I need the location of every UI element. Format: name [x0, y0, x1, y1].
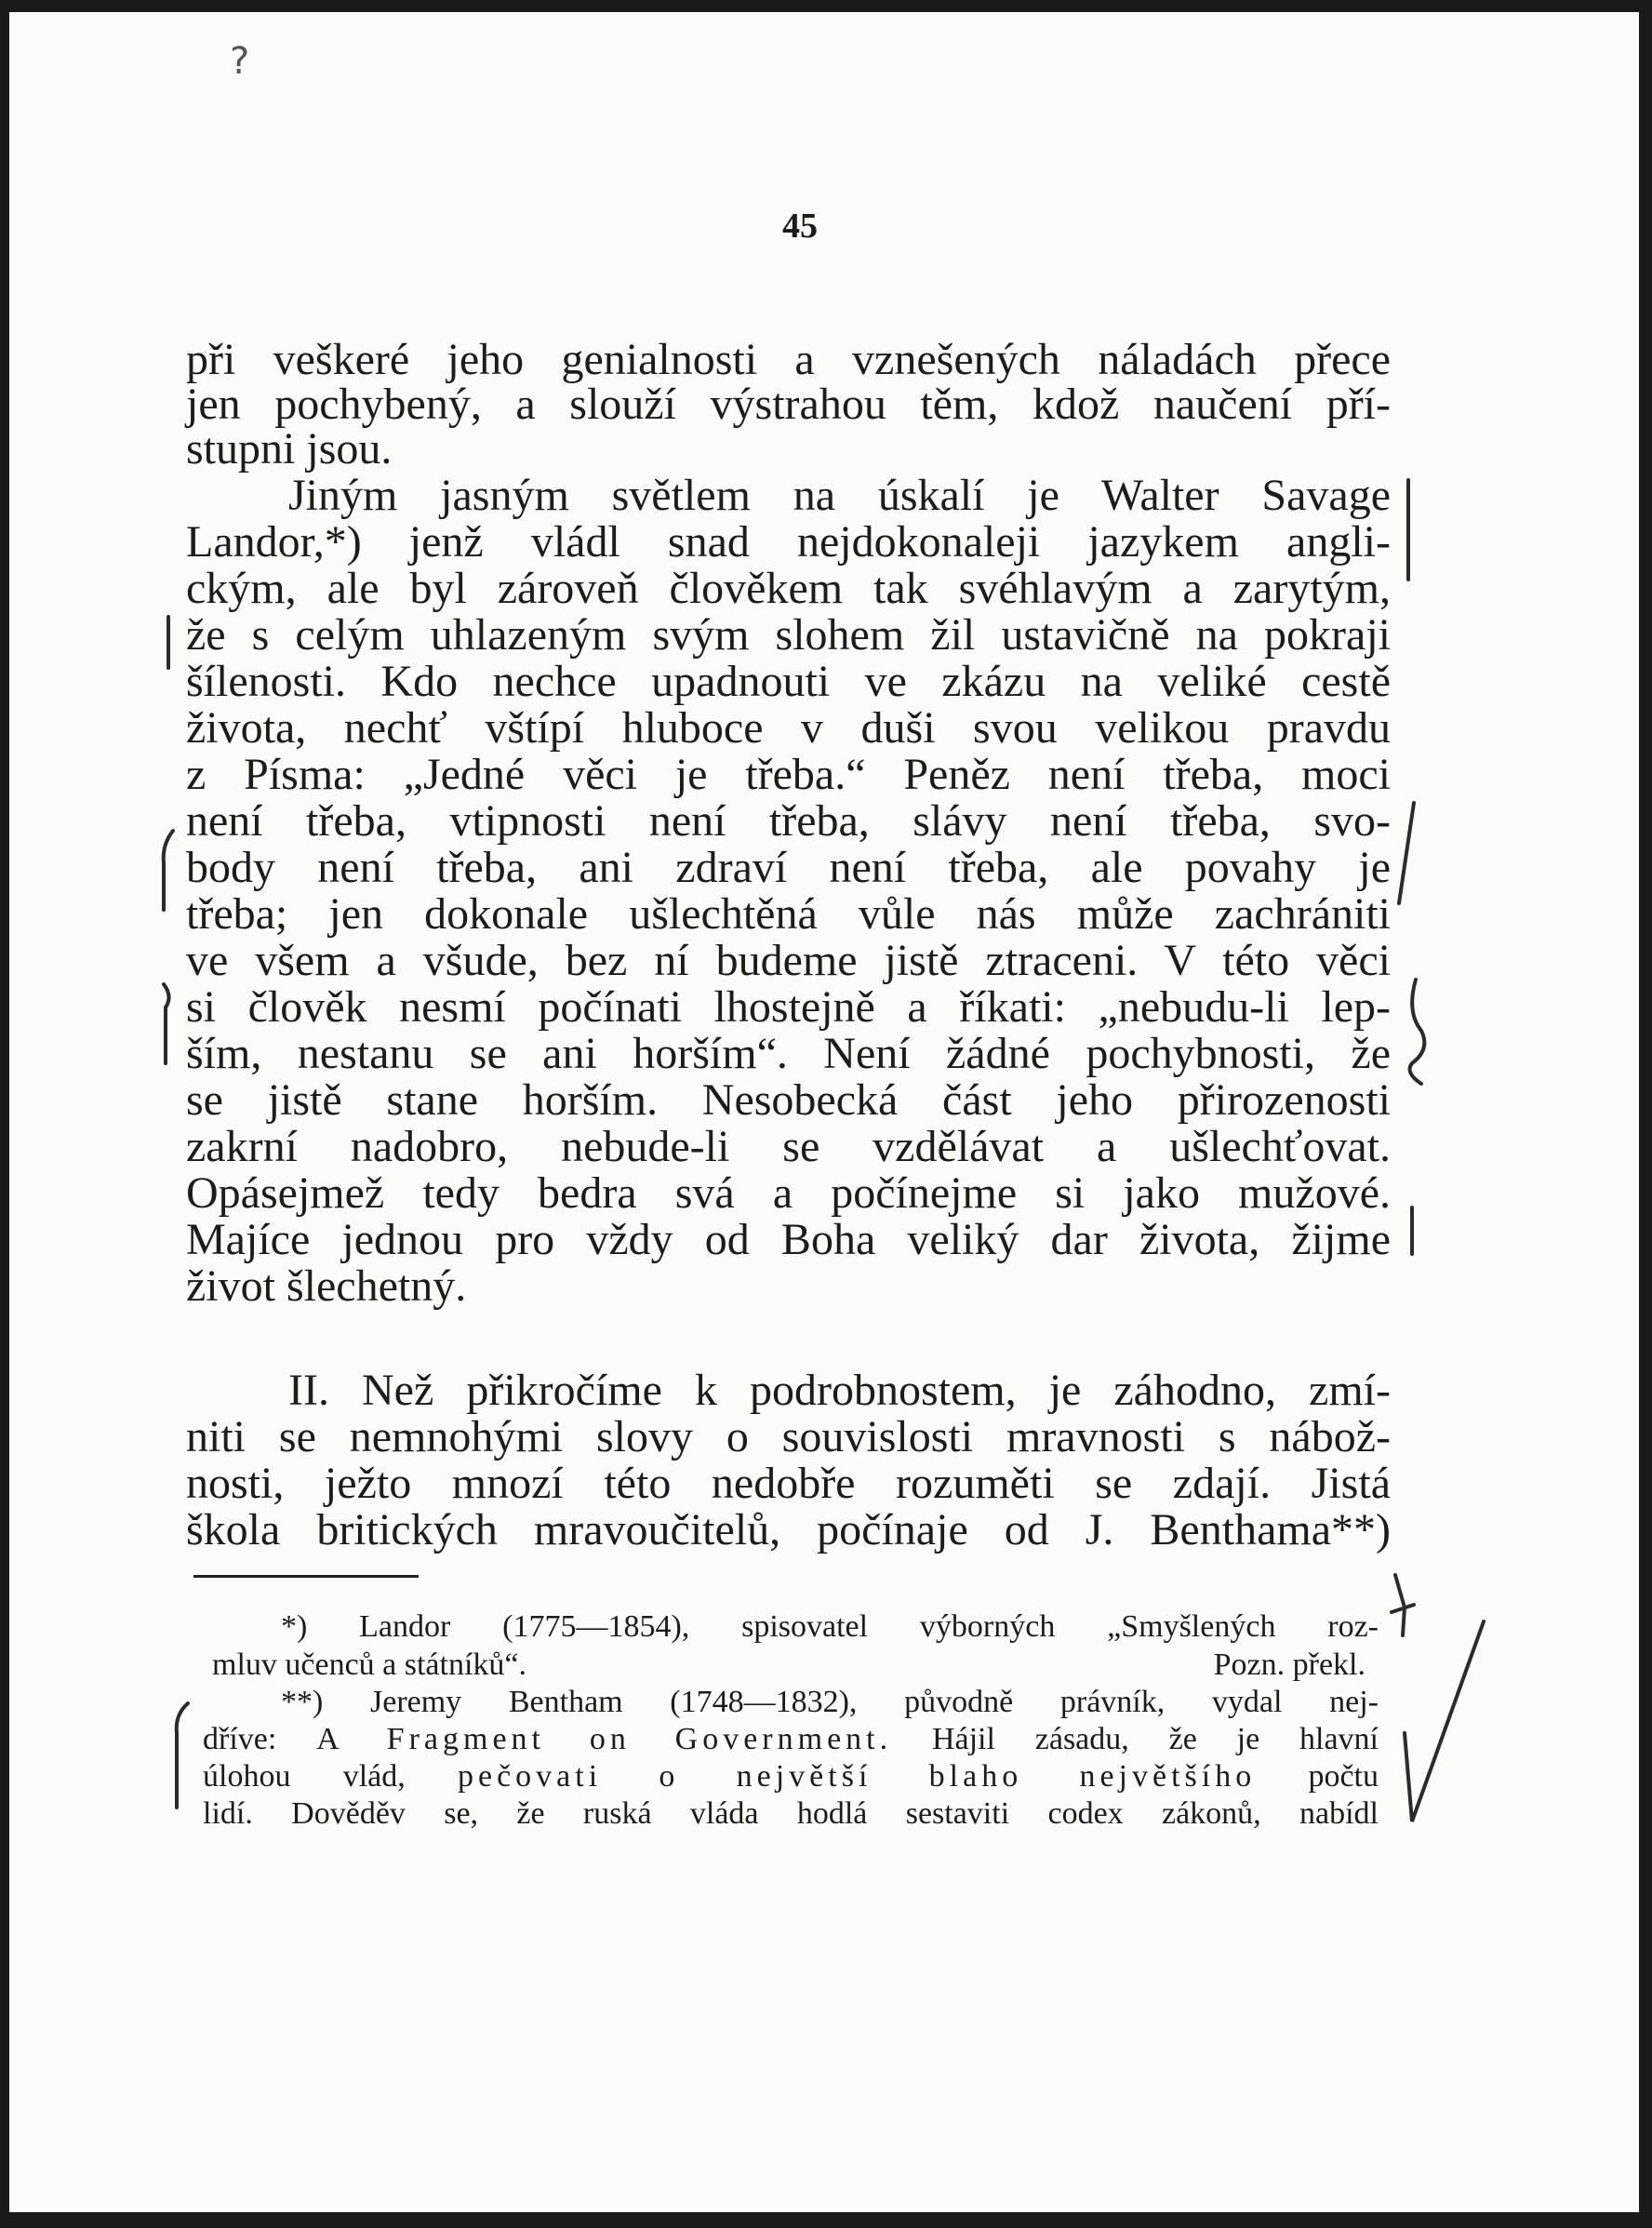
footnote-line	[212, 1648, 1366, 1683]
text-line: života, nechť vštípí hluboce v duši svou velikou pravdu	[186, 703, 1391, 753]
text-line: niti se nemnohými slovy o souvislosti mravnosti s nábož-	[186, 1412, 1391, 1461]
footnote-text: úlohou vlád,	[203, 1759, 458, 1794]
text-line: že s celým uhlazeným svým slohem žil ustavičně na pokraji	[186, 610, 1391, 660]
text-line: stupni jsou.	[186, 424, 393, 474]
footnote-line	[203, 1722, 1379, 1757]
pencil-cross-mark	[1392, 1575, 1414, 1635]
text-line: II. Než přikročíme k podrobnostem, je záhodno, zmí-	[288, 1366, 1391, 1415]
text-line: nosti, ježto mnozí této nedobře rozuměti se zdají. Jistá	[186, 1459, 1391, 1508]
text-line: zakrní nadobro, nebude-li se vzdělávat a ušlechťovat.	[186, 1122, 1391, 1171]
text-line: život šlechetný.	[186, 1261, 467, 1311]
text-line: Majíce jednou pro vždy od Boha veliký dar života, žijme	[186, 1215, 1391, 1264]
footnote-text: dříve:	[203, 1722, 317, 1756]
text-line: ším, nestanu se ani horším“. Není žádné pochybnosti, že	[186, 1029, 1391, 1078]
text-line: se jistě stane horším. Nesobecká část jeho přirozenosti	[186, 1075, 1391, 1125]
text-line: ve všem a všude, bez ní budeme jistě ztraceni. V této věci	[186, 936, 1391, 985]
text-line: šílenosti. Kdo nechce upadnouti ve zkázu na veliké cestě	[186, 657, 1391, 706]
text-line: Jiným jasným světlem na úskalí je Walter Savage	[288, 471, 1391, 520]
footnote-text: počtu	[1256, 1759, 1379, 1794]
footnote-text: Hájil zásadu, že je hlavní	[892, 1722, 1379, 1756]
footnote-line: lidí. Dověděv se, že ruská vláda hodlá sestaviti codex zákonů, nabídl	[203, 1796, 1379, 1831]
text-line: škola britických mravoučitelů, počínaje od J. Benthama**)	[186, 1505, 1391, 1554]
pencil-check-mark	[1405, 1621, 1484, 1821]
text-line: z Písma: „Jedné věci je třeba.“ Peněz není třeba, moci	[186, 750, 1391, 799]
pencil-bracket-mark	[164, 984, 169, 1063]
pencil-scribble-mark	[1410, 980, 1425, 1084]
footnote-rule	[193, 1575, 419, 1578]
footnote-line	[203, 1759, 1379, 1794]
emphasized-phrase: pečovati o největší blaho největšího	[457, 1759, 1257, 1794]
text-line: není třeba, vtipnosti není třeba, slávy není třeba, svo-	[186, 796, 1391, 846]
text-line: ckým, ale byl zároveň člověkem tak svéhlavým a zarytým,	[186, 564, 1391, 613]
text-line: při veškeré jeho genialnosti a vznešených náladách přece	[186, 335, 1391, 384]
book-page	[9, 12, 1639, 2212]
book-title: A Fragment on Government.	[316, 1722, 893, 1756]
page-number: 45	[782, 207, 818, 246]
text-line: jen pochybený, a slouží výstrahou těm, kdož naučení pří-	[186, 380, 1391, 429]
pencil-line-mark	[1399, 803, 1414, 903]
text-line: Landor,*) jenž vládl snad nejdokonaleji jazykem angli-	[186, 517, 1391, 567]
pencil-bracket-mark	[164, 831, 173, 910]
text-line: body není třeba, ani zdraví není třeba, ale povahy je	[186, 843, 1391, 892]
footnote-line: *) Landor (1775—1854), spisovatel výborných „Smyšlených roz-	[281, 1609, 1379, 1644]
footnote-line: **) Jeremy Bentham (1748—1832), původně právník, vydal nej-	[281, 1685, 1379, 1719]
text-line: si člověk nesmí počínati lhostejně a říkati: „nebudu-li lep-	[186, 982, 1391, 1032]
pencil-mark: ?	[230, 40, 250, 83]
footnote-text: mluv učenců a státníků“.	[212, 1648, 527, 1682]
pencil-bracket-mark	[177, 1703, 188, 1808]
translator-note: Pozn. překl.	[1213, 1648, 1366, 1682]
text-line: Opásejmež tedy bedra svá a počínejme si jako mužové.	[186, 1168, 1391, 1218]
text-line: třeba; jen dokonale ušlechtěná vůle nás může zachrániti	[186, 889, 1391, 939]
